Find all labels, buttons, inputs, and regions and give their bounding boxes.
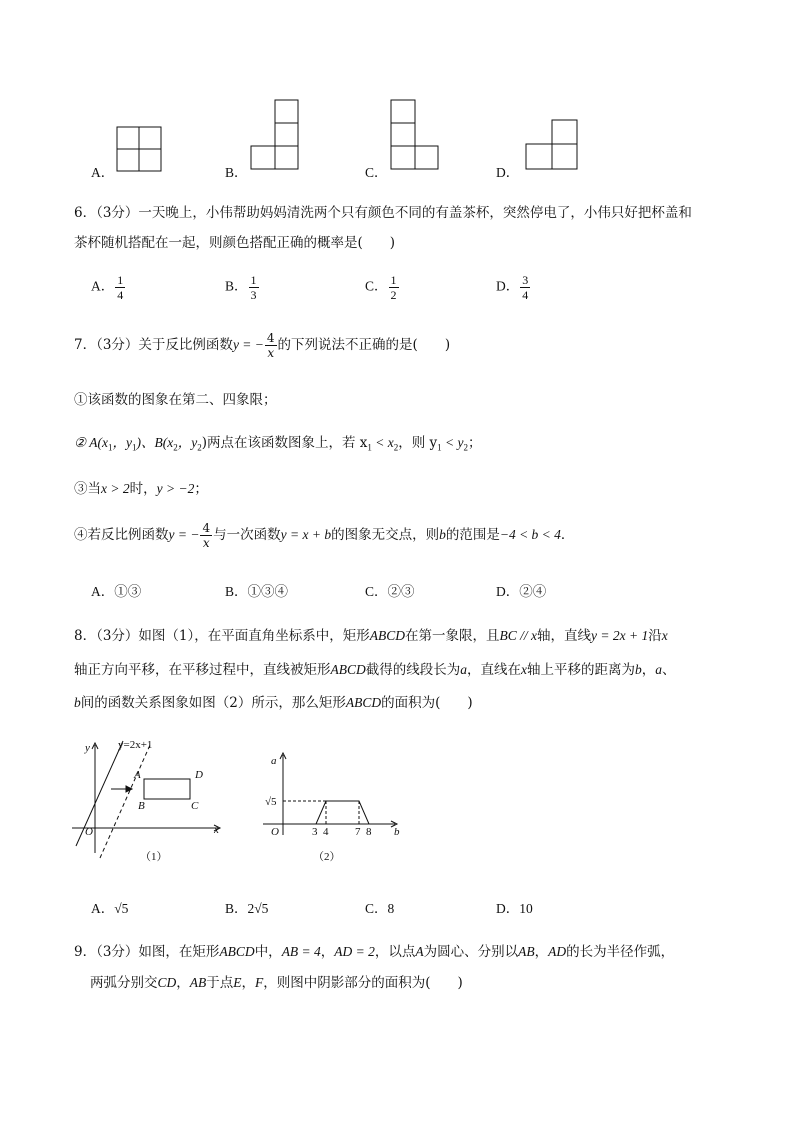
q8-option-b: B．2√5 bbox=[225, 901, 269, 916]
q9-text-line2: 两弧分别交CD，AB于点E，F，则图中阴影部分的面积为( ) bbox=[90, 975, 463, 991]
q6-text-line2: 茶杯随机搭配在一起，则颜色搭配正确的概率是( ) bbox=[74, 235, 396, 251]
label-c: C bbox=[191, 800, 199, 812]
grid-figure-b bbox=[250, 99, 300, 171]
q8-option-a: A．√5 bbox=[91, 901, 129, 916]
q9-text-line1: 9．（3分）如图，在矩形ABCD中，AB = 4，AD = 2，以点A为圆心、分别以AB，AD的长为半径作弧， bbox=[74, 944, 675, 960]
grid-figure-a bbox=[116, 126, 164, 172]
q8-text-line3: b间的函数关系图象如图（2）所示，那么矩形ABCD的面积为( ) bbox=[74, 695, 473, 711]
tick-4: 4 bbox=[323, 826, 329, 838]
label-o: O bbox=[271, 826, 279, 838]
q8-figure-1 bbox=[68, 733, 228, 865]
q7-stem: 7．（3分）关于反比例函数y = − $\frac{4}{x}$ 的下列说法不正确的是( ) bbox=[74, 331, 451, 360]
q8-option-c: C．8 bbox=[365, 901, 395, 916]
q7-option-c: C．②③ bbox=[365, 584, 415, 599]
q7-statement-4: ④若反比例函数y = − $\frac{4}{x}$ 与一次函数y = x + b的图象无交点，则b的范围是−4 < b < 4． bbox=[74, 521, 575, 550]
q6-option-d: D． $\frac{3}{4}$ bbox=[496, 273, 529, 302]
label-x: x bbox=[214, 824, 219, 836]
q7-statement-2: ② $A(x_1$，$y_1$)、$B(x_2$，$y_2$)两点在该函数图象上，若 $x_1 < x_2$，则 $y_1 < y_2$； bbox=[74, 435, 482, 453]
grid-figure-d bbox=[525, 119, 579, 171]
figure-2-caption: （2） bbox=[313, 851, 341, 863]
label-d: D bbox=[195, 769, 203, 781]
tick-3: 3 bbox=[312, 826, 318, 838]
q8-text-line1: 8．（3分）如图（1），在平面直角坐标系中，矩形ABCD在第一象限，且BC // x轴，直线y = 2x + 1沿x bbox=[74, 628, 668, 644]
q7-option-a: A．①③ bbox=[91, 584, 142, 599]
tick-8: 8 bbox=[366, 826, 372, 838]
q7-option-b: B．①③④ bbox=[225, 584, 289, 599]
q7-option-d: D．②④ bbox=[496, 584, 547, 599]
label-o: O bbox=[85, 826, 93, 838]
option-d-label: D． bbox=[496, 165, 520, 180]
rectangle-abcd bbox=[144, 779, 190, 799]
q8-option-d: D．10 bbox=[496, 901, 533, 916]
q6-option-a: A． $\frac{1}{4}$ bbox=[91, 273, 124, 302]
label-b-axis: b bbox=[394, 826, 400, 838]
q6-text-line1: 6．（3分）一天晚上，小伟帮助妈妈清洗两个只有颜色不同的有盖茶杯，突然停电了，小伟只好把杯盖和 bbox=[74, 205, 692, 221]
figure-1-caption: （1） bbox=[140, 851, 168, 863]
label-b: B bbox=[138, 800, 145, 812]
option-c-label: C． bbox=[365, 165, 388, 180]
q6-option-b: B． $\frac{1}{3}$ bbox=[225, 273, 257, 302]
q7-statement-1: ①该函数的图象在第二、四象限； bbox=[74, 392, 277, 408]
option-b-label: B． bbox=[225, 165, 248, 180]
q7-statement-3: ③当x > 2时，y > −2； bbox=[74, 481, 208, 497]
label-sqrt5: √5 bbox=[265, 796, 277, 808]
label-eq: y=2x+1 bbox=[118, 739, 153, 751]
option-a-label: A． bbox=[91, 165, 115, 180]
label-a: A bbox=[134, 769, 141, 781]
graph-line bbox=[316, 801, 369, 824]
solid-line bbox=[76, 741, 123, 846]
q8-text-line2: 轴正方向平移，在平移过程中，直线被矩形ABCD截得的线段长为a，直线在x轴上平移的距离为b，a、 bbox=[74, 662, 676, 678]
grid-figure-c bbox=[390, 99, 440, 171]
label-a-axis: a bbox=[271, 755, 277, 767]
q6-option-c: C． $\frac{1}{2}$ bbox=[365, 273, 397, 302]
q8-figure-2 bbox=[255, 747, 415, 867]
label-y: y bbox=[85, 742, 90, 754]
tick-7: 7 bbox=[355, 826, 361, 838]
